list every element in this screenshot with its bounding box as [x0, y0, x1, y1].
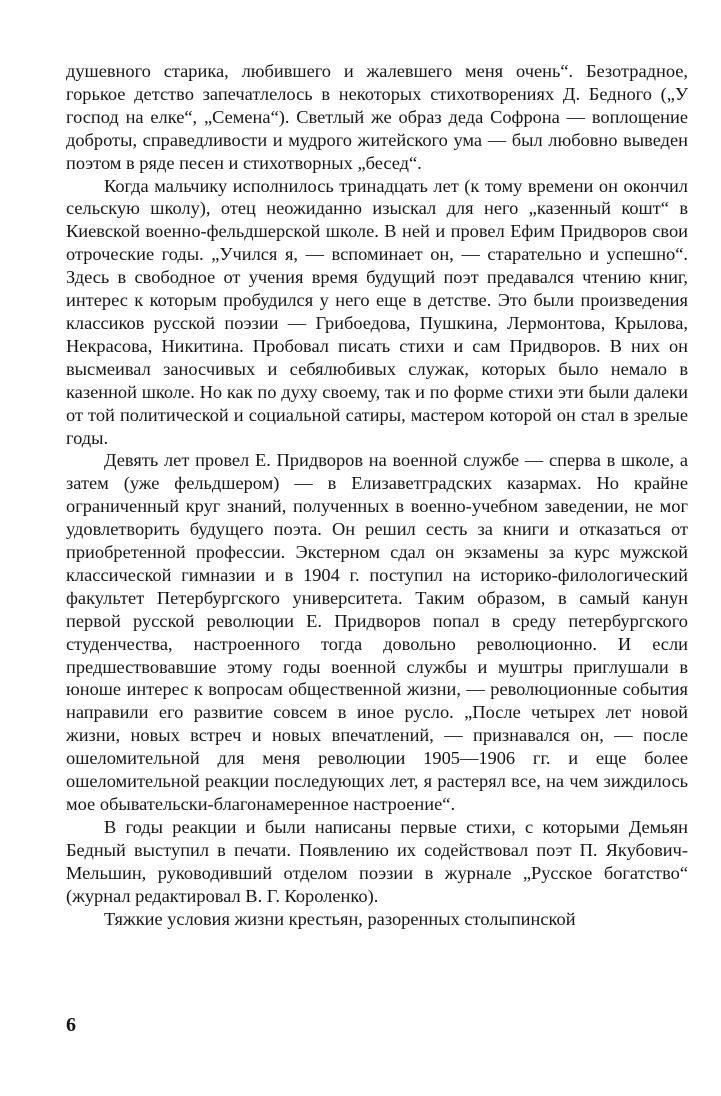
page-number: 6 [66, 1014, 76, 1036]
paragraph-4: В годы реакции и были написаны первые стихи, с которыми Демьян Бедный выступил в печати. Появлению их содействовал поэт П. Якубович-Мельшин, руководивший отделом поэзии в журнале „Русское богатство“ (журнал редактировал В. Г. Короленко). [66, 816, 688, 906]
paragraph-5: Тяжкие условия жизни крестьян, разоренных столыпинской [104, 908, 576, 929]
paragraph-3: Девять лет провел Е. Придворов на военной службе — сперва в школе, а затем (уже фельдшером) — в Елизаветградских казармах. Но крайне ограниченный круг знаний, полученных в военно-учебном заведении, не мог удовлетворить будущего поэта. Он решил сесть за книги и отказаться от приобретенной профессии. Экстерном сдал он экзамены за курс мужской классической гимназии и в 1904 г. поступил на историко-филологический факультет Петербургского университета. Таким образом, в самый канун первой русской революции Е. Придворов попал в среду петербургского студенчества, настроенного тогда довольно революционно. И если предшествовавшие этому годы военной службы и муштры приглушали в юноше интерес к вопросам общественной жизни, — революционные события направили его развитие совсем в иное русло. „После четырех лет новой жизни, новых встреч и новых впечатлений, — признавался он, — после ошеломительной для меня революции 1905—1906 гг. и еще более ошеломительной реакции последующих лет, я растерял все, на чем зиждилось мое обывательски-благонамеренное настроение“. [66, 450, 688, 814]
paragraph-2: Когда мальчику исполнилось тринадцать лет (к тому времени он окончил сельскую школу), отец неожиданно изыскал для него „казенный кошт“ в Киевской военно-фельдшерской школе. В ней и провел Ефим Придворов свои отроческие годы. „Учился я, — вспоминает он, — старательно и успешно“. Здесь в свободное от учения время будущий поэт предавался чтению книг, интерес к которым пробудился у него еще в детстве. Это были произведения классиков русской поэзии — Грибоедова, Пушкина, Лермонтова, Крылова, Некрасова, Никитина. Пробовал писать стихи и сам Придворов. В них он высмеивал заносчивых и себялюбивых служак, которых было немало в казенной школе. Но как по духу своему, так и по форме стихи эти были далеки от той политической и социальной сатиры, мастером которой он стал в зрелые годы. [66, 175, 688, 448]
paragraph-1: душевного старика, любившего и жалевшего меня очень“. Безотрадное, горькое детство запечатлелось в некоторых стихотворениях Д. Бедного („У господ на елке“, „Семена“). Светлый же образ деда Софрона — воплощение доброты, справедливости и мудрого житейского ума — был любовно выведен поэтом в ряде песен и стихотворных „бесед“. [66, 61, 688, 173]
page-body [66, 60, 688, 930]
